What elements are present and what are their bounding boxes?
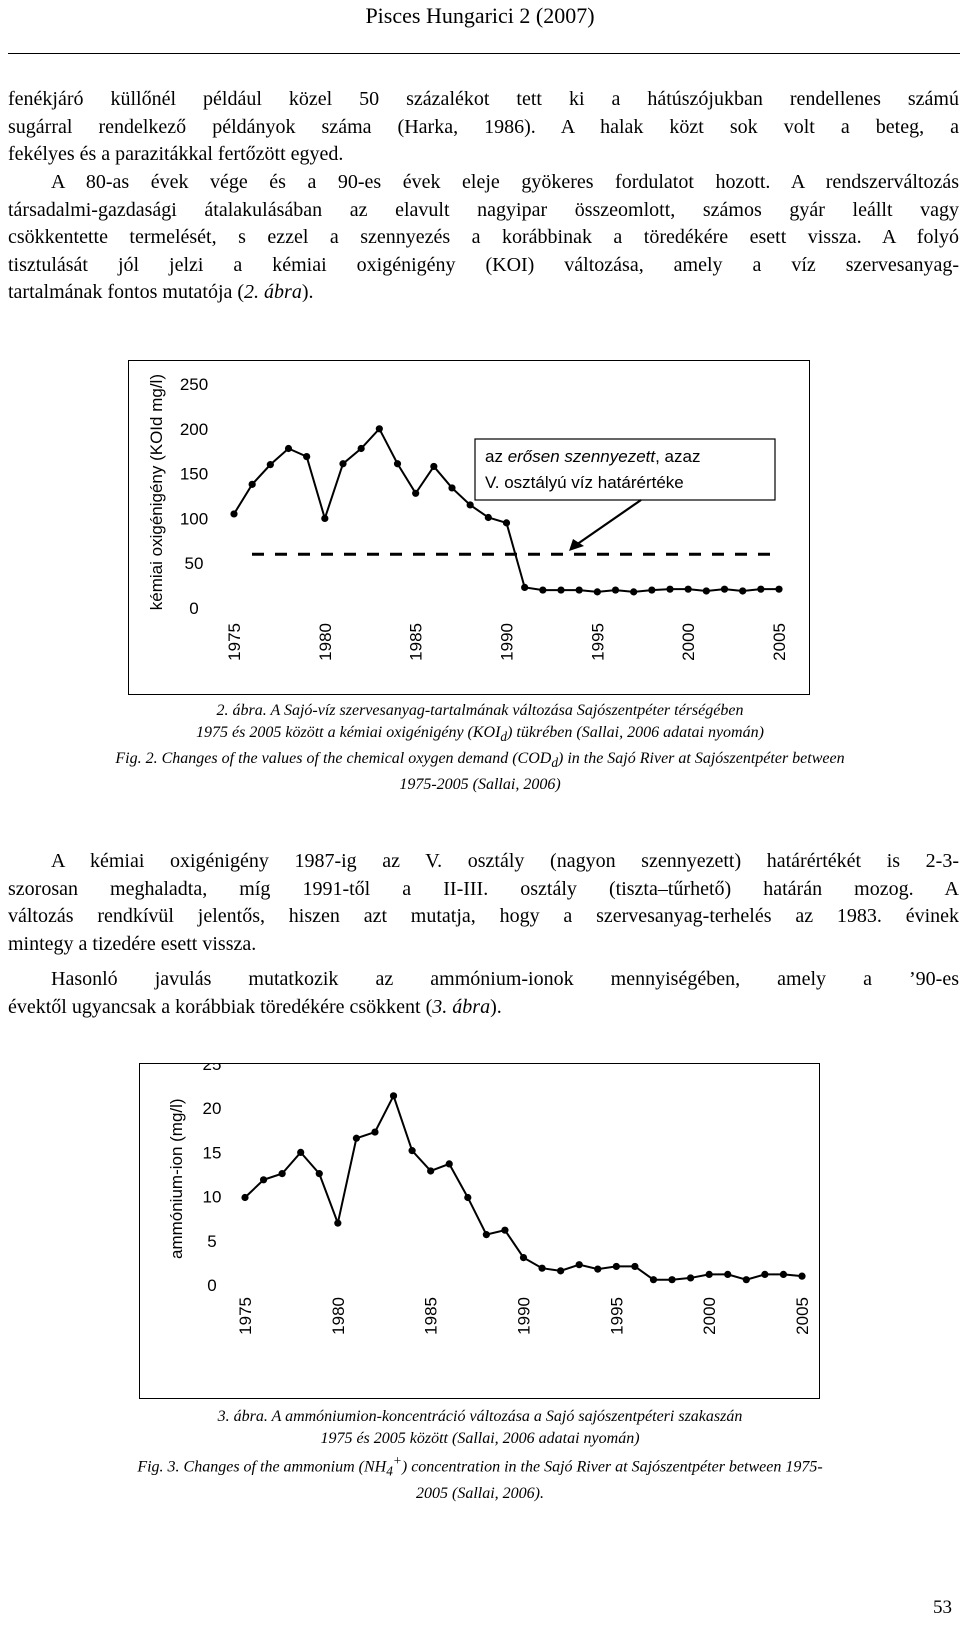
paragraph-3 [8,848,959,958]
annotation-line-1: az erősen szennyezett, azaz [485,447,701,466]
paragraph-2 [8,169,959,307]
data-point [650,1276,657,1283]
x-tick-label: 1980 [315,623,335,661]
superscript: + [392,1453,402,1468]
data-point [260,1176,267,1183]
x-tick-label: 2000 [679,623,699,661]
data-point [724,1271,731,1278]
data-point [427,1167,434,1174]
y-axis-label: ammónium-ion (mg/l) [167,1098,186,1259]
data-point [285,445,292,452]
x-tick-label: 1975 [225,623,244,661]
data-point [706,1271,713,1278]
y-tick-label: 20 [202,1099,222,1119]
caption-en-line-1 [0,748,960,774]
text-fragment: ). [490,995,502,1018]
data-point [448,484,455,491]
limit-annotation [475,439,775,551]
data-point [757,586,764,593]
subscript: 4 [386,1463,393,1479]
data-point [576,586,583,593]
running-header: Pisces Hungarici 2 (2007) [365,3,595,28]
caption-hu-line-1: 3. ábra. A ammóniumion-koncentráció változása a Sajó sajószentpéteri szakaszán [217,1408,743,1425]
data-point [501,1227,508,1234]
x-tick-label: 1990 [514,1297,534,1335]
text-line: társadalmi-gazdasági átalakulásában az elavult nagyipar összeomlott, számos gyár leállt vagy [8,198,959,221]
paragraph-1 [8,86,959,169]
text-line: A kémiai oxigénigény 1987-ig az V. osztály (nagyon szennyezett) határértékét is 2-3- [51,850,959,872]
text-line: tisztulását jól jelzi a kémiai oxigénigény (KOI) változása, amely a víz szervesanyag- [8,253,959,276]
data-point [576,1261,583,1268]
ammonium-series [241,1092,805,1283]
cod-line-chart [129,361,809,694]
subscript: d [500,729,508,745]
data-point [376,425,383,432]
data-point [409,1147,416,1154]
data-point [557,586,564,593]
data-point [775,586,782,593]
data-point [721,586,728,593]
data-point [334,1220,341,1227]
x-tick-label: 1980 [328,1297,348,1335]
x-tick-label: 1990 [497,623,517,661]
data-point [520,1254,527,1261]
data-point [430,463,437,470]
caption-text: 1975 és 2005 között a kémiai oxigénigény (KOI [196,724,501,741]
data-point [668,1276,675,1283]
data-point [612,586,619,593]
text-fragment: tartalmának fontos mutatója ( [8,281,245,303]
tick-labels [203,1064,812,1335]
data-point [631,1263,638,1270]
data-point [467,501,474,508]
text-line [8,279,959,307]
y-tick-label: 150 [179,464,209,484]
data-point [483,1231,490,1238]
x-tick-label: 2005 [793,1297,812,1335]
caption-text: Fig. 3. Changes of the ammonium (NH [137,1458,387,1476]
data-point [297,1149,304,1156]
data-point [279,1170,286,1177]
data-point [241,1194,248,1201]
data-point [743,1276,750,1283]
data-point [648,586,655,593]
text-fragment: évektől ugyancsak a korábbiak töredékére csökkent ( [8,995,433,1018]
figure-2-chart-frame [128,360,810,695]
text-line: A 80-as évek vége és a 90-es évek eleje gyökeres fordulatot hozott. A rendszerváltozás [51,171,959,193]
caption-label: 2. ábra. [216,702,267,719]
data-point [594,1265,601,1272]
data-point [538,1265,545,1272]
data-point [321,515,328,522]
data-point [249,481,256,488]
data-point [353,1135,360,1142]
x-tick-label: 2000 [700,1297,720,1335]
data-point [739,587,746,594]
data-point [303,453,310,460]
figure-3-caption [0,1406,960,1505]
figure-reference: 2. ábra [244,281,302,303]
data-point [267,461,274,468]
text-line: szorosan meghaladta, míg 1991-től a II-III. osztály (tiszta–tűrhető) határán mozog. A [8,877,959,900]
data-point [703,587,710,594]
caption-hu-line-2 [0,722,960,748]
data-point [557,1267,564,1274]
x-tick-label: 2005 [770,623,789,661]
caption-text: ) tükrében (Sallai, 2006 adatai nyomán) [507,724,764,741]
text-line: változás rendkívül jelentős, hiszen azt mutatja, hogy a szervesanyag-terhelés az 1983. évinek [8,905,959,927]
caption-hu-line-2: 1975 és 2005 között (Sallai, 2006 adatai nyomán) [320,1430,640,1447]
text-line: mintegy a tizedére esett vissza. [8,932,257,955]
data-point [685,586,692,593]
ammonium-line-chart [140,1064,819,1398]
text-line: fekélyes és a parazitákkal fertőzött egyed. [8,143,344,165]
y-tick-label: 0 [207,1276,217,1295]
header-rule [8,53,960,54]
text-line [8,994,959,1022]
data-point [613,1263,620,1270]
y-tick-label: 200 [179,419,209,439]
data-point [687,1274,694,1281]
data-point [539,586,546,593]
data-point [630,588,637,595]
caption-text: ) in the Sajó River at Sajószentpéter between [557,750,845,768]
data-point [446,1160,453,1167]
data-point [394,460,401,467]
y-tick-label: 250 [179,375,209,394]
data-point [780,1271,787,1278]
caption-text: Fig. 2. Changes of the values of the chemical oxygen demand (COD [115,750,552,768]
caption-en-line-2: 1975-2005 (Sallai, 2006) [399,776,561,794]
caption-text: A Sajó-víz szervesanyag-tartalmának változása Sajószentpéter térségében [266,702,744,719]
caption-en-line-2: 2005 (Sallai, 2006). [416,1484,544,1502]
caption-text: ) concentration in the Sajó River at Sajószentpéter between 1975- [401,1458,823,1476]
paragraph-4 [8,966,959,1021]
caption-en-line-1 [0,1450,960,1483]
figure-3-chart-frame [139,1063,820,1399]
figure-2-caption [0,700,960,796]
caption-hu-line-1 [0,700,960,722]
annotation-line-2: V. osztályú víz határértéke [485,473,684,492]
y-tick-label: 10 [202,1187,222,1207]
data-point [761,1271,768,1278]
x-tick-label: 1975 [236,1297,255,1335]
data-point [358,445,365,452]
y-tick-label: 25 [202,1064,222,1074]
data-point [798,1273,805,1280]
x-tick-label: 1995 [588,623,608,661]
data-point [464,1194,471,1201]
annotation-arrow-line [576,500,641,545]
text-fragment: ). [301,281,314,303]
data-point [503,519,510,526]
tick-labels [180,375,789,661]
data-point [371,1128,378,1135]
data-point [485,514,492,521]
data-point [412,490,419,497]
x-tick-label: 1985 [421,1297,441,1335]
y-tick-label: 5 [207,1231,217,1251]
data-point [339,460,346,467]
data-point [230,510,237,517]
text-line: fenékjáró küllőnél például közel 50 százalékot tett ki a hátúszójukban rendellenes számú [8,88,959,110]
data-point [390,1092,397,1099]
y-tick-label: 50 [184,554,204,574]
data-point [521,584,528,591]
data-point [666,586,673,593]
subscript: d [551,755,558,771]
y-axis-label: kémiai oxigénigény (KOId mg/l) [147,374,166,611]
data-point [594,588,601,595]
text-line: sugárral rendelkező példányok száma (Harka, 1986). A halak közt sok volt a beteg, a [8,115,959,138]
x-tick-label: 1995 [607,1297,627,1335]
text-line: csökkentette termelését, s ezzel a szennyezés a korábbinak a töredékére esett vissza. A folyó [8,226,959,248]
page-number: 53 [933,1597,952,1618]
figure-reference: 3. ábra [432,995,491,1018]
data-point [316,1170,323,1177]
y-tick-label: 15 [202,1143,222,1163]
series-line [245,1096,802,1280]
y-tick-label: 100 [179,509,209,529]
x-tick-label: 1985 [406,623,426,661]
text-line: Hasonló javulás mutatkozik az ammónium-ionok mennyiségében, amely a ’90-es [51,968,959,990]
y-tick-label: 0 [189,599,199,618]
